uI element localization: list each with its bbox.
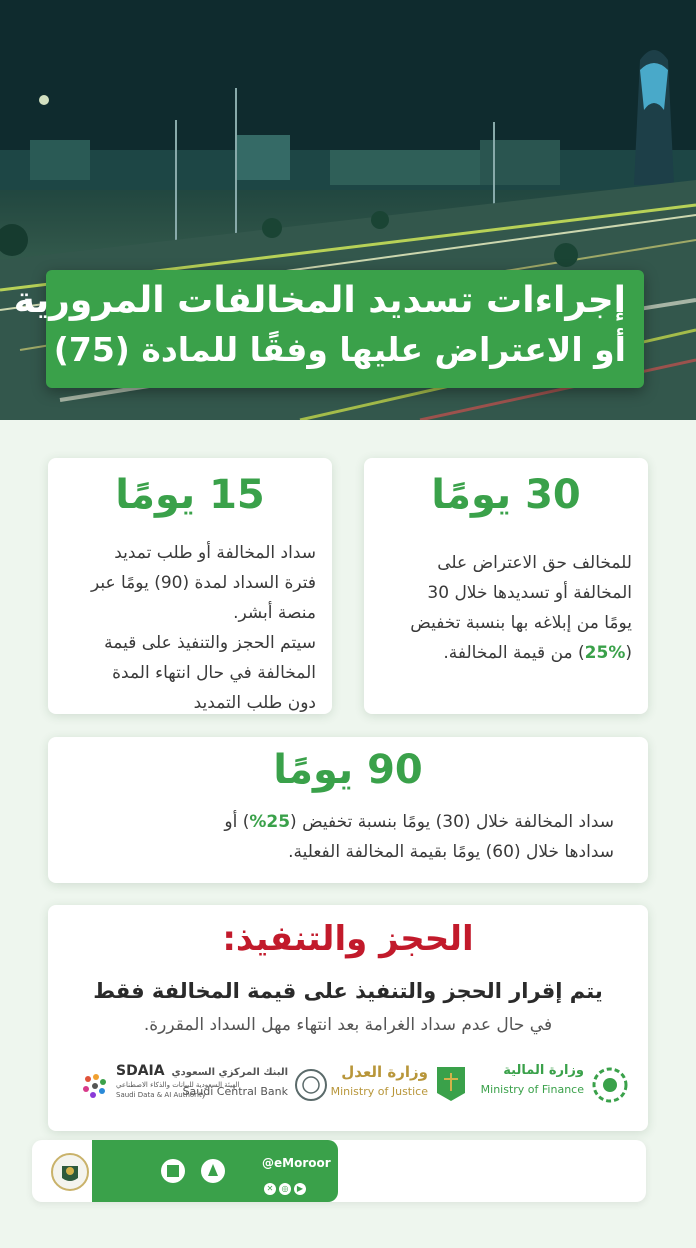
- instagram-icon[interactable]: ◎: [279, 1183, 291, 1195]
- social-icons: [264, 1176, 309, 1195]
- card-15-line: منصة أبشر.: [233, 603, 316, 623]
- page-title-line2: أو الاعتراض عليها وفقًا للمادة (75): [53, 330, 626, 369]
- sdaia-name-en: Saudi Data & AI Authority: [116, 1091, 206, 1099]
- ministry-of-justice-logo: [330, 1063, 468, 1109]
- paren-open: (: [625, 643, 632, 663]
- card-90-line: سدادها خلال (60) يومًا بقيمة المخالفة الفعلية.: [288, 842, 614, 862]
- card-90-heading: 90 يومًا: [273, 747, 423, 793]
- discount-percent: 25%: [584, 643, 626, 663]
- card-90-pre: سداد المخالفة خلال (30) يومًا بنسبة تخفيض (: [290, 812, 614, 832]
- card-30-line: [380, 638, 632, 668]
- scb-name-en: Saudi Central Bank: [182, 1085, 288, 1098]
- title-box: [13, 270, 644, 388]
- sdaia-dots-icon: [80, 1071, 110, 1101]
- seizure-headline: يتم إقرار الحجز والتنفيذ على قيمة المخالفة فقط: [93, 979, 603, 1003]
- finance-name-ar: وزارة المالية: [503, 1063, 584, 1078]
- social-handle[interactable]: @eMoroor: [262, 1156, 331, 1170]
- justice-emblem-icon: [434, 1065, 468, 1103]
- card-90-text: [82, 807, 614, 867]
- scb-emblem-icon: [294, 1068, 328, 1102]
- sdaia-name-ar: الهيئة السعودية للبيانات والذكاء الاصطناعي: [116, 1081, 240, 1089]
- justice-name-en: Ministry of Justice: [330, 1085, 428, 1098]
- card-30-line: المخالفة أو تسديدها خلال 30: [427, 583, 632, 603]
- card-seizure: [48, 905, 648, 1131]
- discount-percent: 25%: [249, 812, 291, 832]
- card-30-tail: ) من قيمة المخالفة.: [443, 643, 585, 663]
- card-30-line: للمخالف حق الاعتراض على: [437, 553, 632, 573]
- justice-name-ar: وزارة العدل: [341, 1063, 428, 1081]
- seizure-heading: الحجز والتنفيذ:: [222, 919, 474, 959]
- hero-image: [0, 0, 696, 420]
- scb-name-ar: البنك المركزي السعودي: [171, 1067, 288, 1078]
- card-30-line: يومًا من إبلاغه بها بنسبة تخفيض: [410, 613, 632, 633]
- card-15-line: سداد المخالفة أو طلب تمديد: [114, 543, 316, 563]
- seizure-subtext: في حال عدم سداد الغرامة بعد انتهاء مهل السداد المقررة.: [143, 1015, 553, 1035]
- ministry-of-finance-logo: [480, 1063, 628, 1109]
- finance-emblem-icon: [592, 1067, 628, 1103]
- card-30-heading: 30 يومًا: [431, 472, 581, 518]
- card-15-line: المخالفة في حال انتهاء المدة: [112, 663, 316, 683]
- card-90-line: [82, 807, 614, 837]
- sdaia-name: SDAIA: [116, 1063, 165, 1079]
- card-15-days: [48, 458, 332, 714]
- card-15-line: سيتم الحجز والتنفيذ على قيمة: [104, 633, 316, 653]
- card-30-text: [380, 548, 632, 668]
- x-icon[interactable]: ✕: [264, 1183, 276, 1195]
- card-15-line: دون طلب التمديد: [193, 693, 316, 713]
- page-title-line1: إجراءات تسديد المخالفات المرورية: [13, 280, 626, 321]
- card-15-heading: 15 يومًا: [115, 472, 265, 518]
- traffic-police-emblem-icon: [50, 1152, 90, 1192]
- youtube-icon[interactable]: ▶: [294, 1183, 306, 1195]
- card-15-line: فترة السداد لمدة (90) يومًا عبر: [90, 573, 316, 593]
- card-90-days: [48, 737, 648, 883]
- finance-name-en: Ministry of Finance: [480, 1083, 584, 1096]
- partner-logos: [68, 1063, 628, 1109]
- card-15-text: [64, 538, 316, 718]
- saudi-emblem-icon: [200, 1158, 226, 1184]
- card-30-days: [364, 458, 648, 714]
- interior-ministry-icon: [160, 1158, 186, 1184]
- card-90-post: ) أو: [224, 812, 250, 832]
